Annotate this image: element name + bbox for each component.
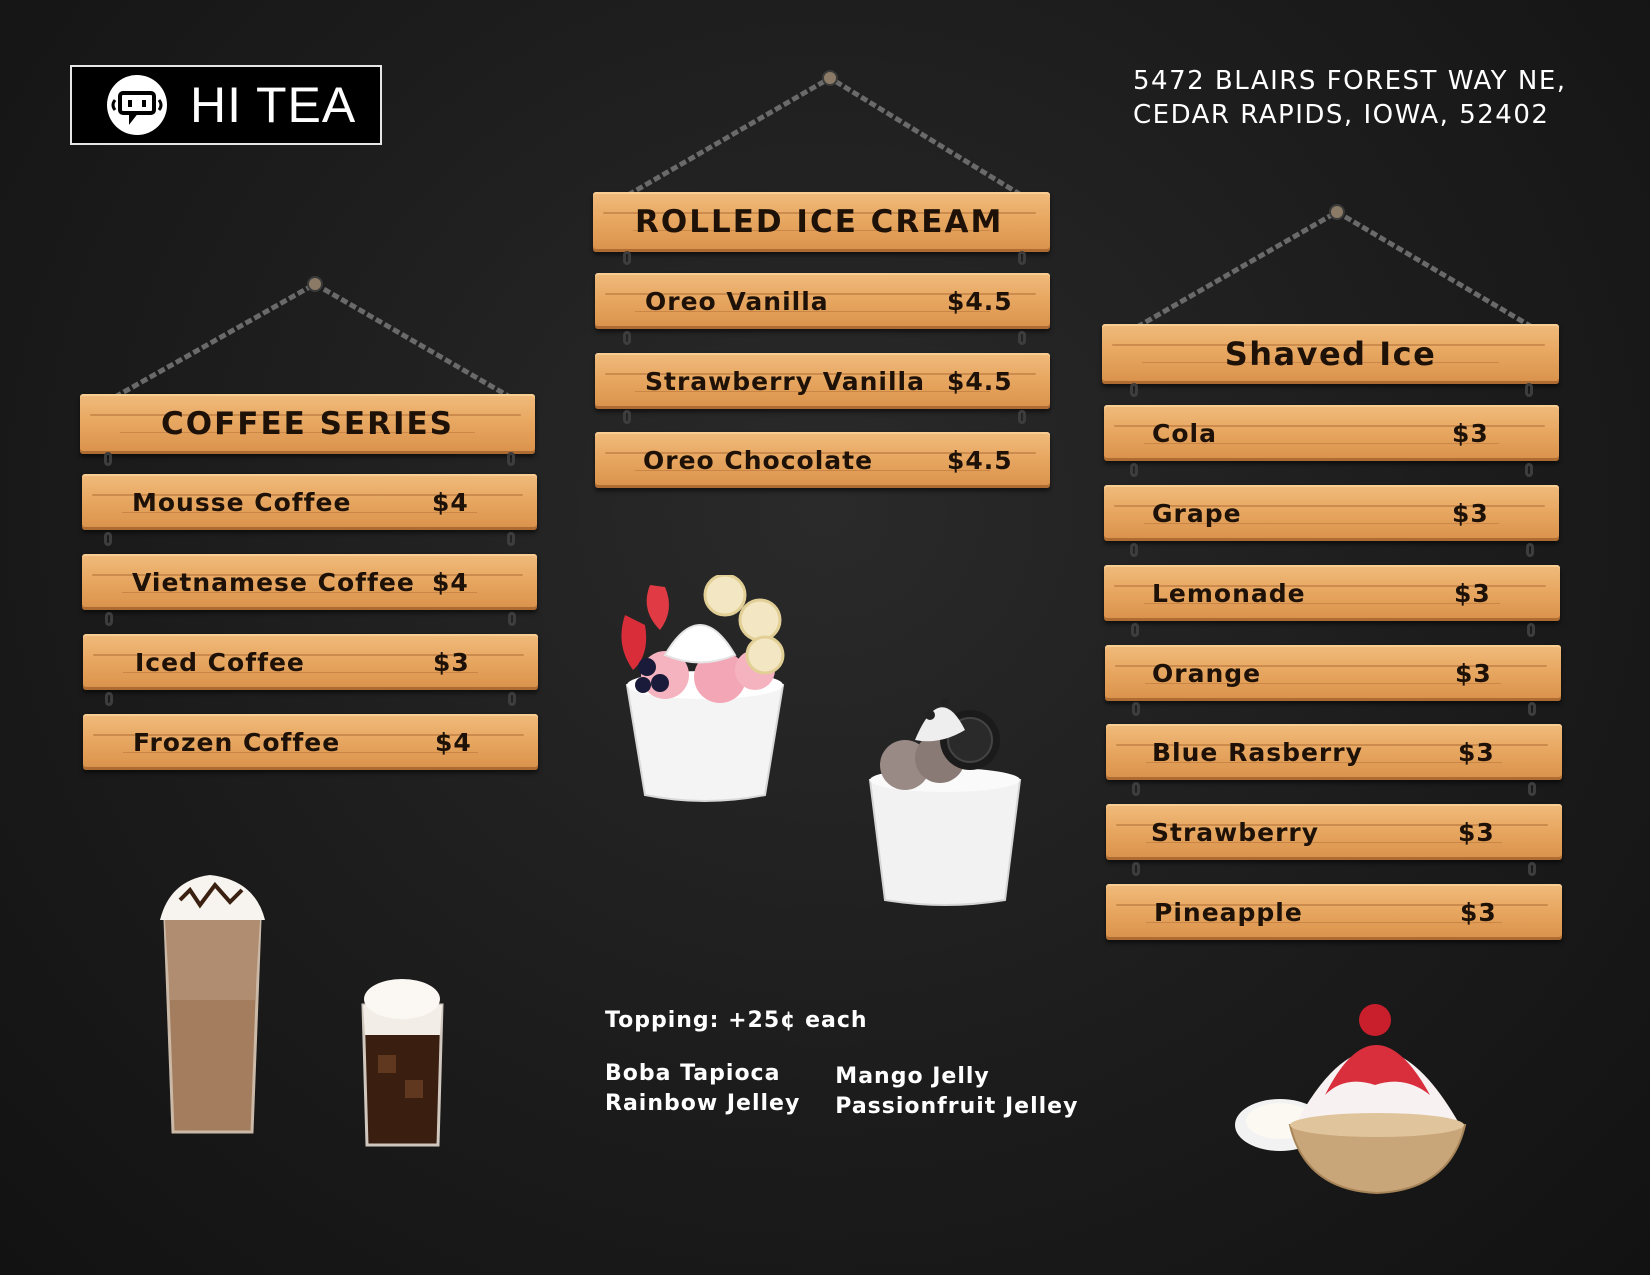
item-name: Oreo Chocolate — [643, 445, 874, 475]
toppings-column-2 — [835, 1062, 1078, 1122]
coffee-title-plank — [80, 394, 535, 454]
toppings-section — [605, 1008, 1078, 1122]
item-price: $4 — [435, 727, 472, 757]
menu-item-row — [83, 714, 538, 770]
rolled-title: ROLLED ICE CREAM — [635, 204, 1004, 240]
item-price: $4.5 — [947, 445, 1013, 475]
coffee-series-sign — [80, 272, 540, 782]
topping-item: Boba Tapioca — [605, 1061, 781, 1086]
item-price: $3 — [1458, 817, 1495, 847]
item-price: $3 — [1452, 418, 1489, 448]
item-name: Pineapple — [1154, 897, 1303, 927]
item-name: Iced Coffee — [135, 647, 305, 677]
item-price: $3 — [433, 647, 470, 677]
toppings-column-1 — [605, 1059, 800, 1122]
store-address — [1133, 64, 1633, 132]
item-price: $4 — [432, 487, 469, 517]
topping-item: Passionfruit Jelley — [835, 1094, 1079, 1119]
shaved-title: Shaved Ice — [1224, 335, 1437, 373]
menu-item-row — [82, 554, 537, 610]
brand-logo — [70, 65, 382, 145]
item-name: Grape — [1152, 498, 1242, 528]
menu-item-row — [1105, 645, 1561, 701]
item-price: $4.5 — [947, 286, 1013, 316]
item-name: Mousse Coffee — [132, 487, 352, 517]
rolled-ice-cream-sign — [593, 70, 1053, 500]
shaved-title-plank — [1102, 324, 1559, 384]
item-name: Lemonade — [1152, 578, 1306, 608]
hanging-chain-icon — [1102, 202, 1562, 332]
shaved-ice-sign — [1102, 202, 1562, 952]
topping-item: Rainbow Jelley — [605, 1091, 801, 1116]
menu-item-row — [1106, 884, 1562, 940]
iced-coffee-icon — [360, 975, 445, 1150]
hanging-chain-icon — [80, 272, 540, 402]
item-name: Strawberry Vanilla — [645, 366, 925, 396]
item-price: $3 — [1458, 737, 1495, 767]
item-price: $3 — [1452, 498, 1489, 528]
menu-item-row — [1104, 565, 1560, 621]
item-price: $4.5 — [947, 366, 1013, 396]
hanging-chain-icon — [593, 70, 1053, 200]
menu-item-row — [595, 432, 1050, 488]
item-name: Strawberry — [1151, 817, 1320, 847]
menu-item-row — [1106, 804, 1562, 860]
item-price: $4 — [432, 567, 469, 597]
toppings-heading: Topping: +25¢ each — [605, 1008, 868, 1033]
item-price: $3 — [1455, 658, 1492, 688]
strawberry-shaved-ice-icon — [1235, 985, 1510, 1200]
item-name: Cola — [1152, 418, 1217, 448]
menu-item-row — [595, 273, 1050, 329]
frozen-coffee-icon — [160, 870, 265, 1140]
menu-item-row — [83, 634, 538, 690]
item-name: Orange — [1152, 658, 1262, 688]
menu-item-row — [1104, 485, 1559, 541]
menu-item-row — [1104, 405, 1559, 461]
item-name: Frozen Coffee — [133, 727, 341, 757]
item-name: Vietnamese Coffee — [132, 567, 415, 597]
address-line-1: 5472 BLAIRS FOREST WAY NE, — [1133, 66, 1567, 96]
item-price: $3 — [1460, 897, 1497, 927]
menu-item-row — [1106, 724, 1562, 780]
item-name: Oreo Vanilla — [645, 286, 829, 316]
strawberry-rolled-ice-cream-icon — [605, 575, 805, 805]
oreo-rolled-ice-cream-icon — [860, 680, 1030, 910]
brand-name: HI TEA — [190, 77, 357, 133]
chat-face-icon — [106, 74, 168, 136]
menu-item-row — [82, 474, 537, 530]
menu-item-row — [595, 353, 1050, 409]
rolled-title-plank — [593, 192, 1050, 252]
item-price: $3 — [1454, 578, 1491, 608]
item-name: Blue Rasberry — [1152, 737, 1363, 767]
topping-item: Mango Jelly — [835, 1064, 990, 1089]
address-line-2: CEDAR RAPIDS, IOWA, 52402 — [1133, 100, 1550, 130]
coffee-title: COFFEE SERIES — [160, 406, 454, 442]
